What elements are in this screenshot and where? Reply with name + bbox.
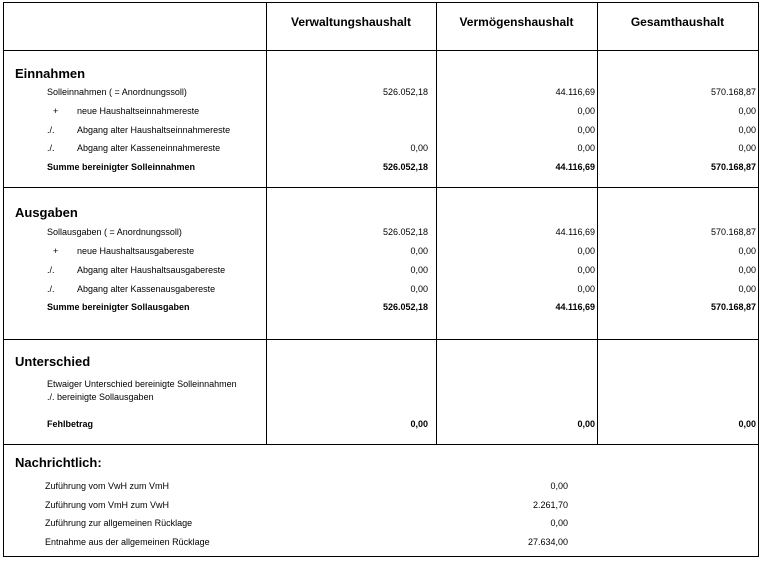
row-value-vwh: 0,00 bbox=[410, 143, 428, 153]
header-gesamthaushalt: Gesamthaushalt bbox=[630, 15, 725, 29]
row-prefix: ./. bbox=[47, 143, 55, 153]
section-title-einnahmen: Einnahmen bbox=[15, 66, 86, 81]
header-verwaltungshaushalt: Verwaltungshaushalt bbox=[290, 15, 412, 29]
row-value-gesamt: 0,00 bbox=[738, 143, 756, 153]
unterschied-line-2: ./. bereinigte Sollausgaben bbox=[47, 392, 154, 402]
nachrichtlich-label: Zuführung vom VwH zum VmH bbox=[45, 481, 170, 491]
row-label: neue Haushaltseinnahmereste bbox=[77, 106, 200, 116]
row-value-gesamt: 0,00 bbox=[738, 125, 756, 135]
rule-einnahmen bbox=[4, 187, 758, 188]
row-value-vmh: 0,00 bbox=[577, 106, 595, 116]
report-table bbox=[3, 2, 759, 557]
row-value-vmh: 0,00 bbox=[577, 246, 595, 256]
row-value-vmh: 44.116,69 bbox=[555, 227, 595, 237]
nachrichtlich-value: 2.261,70 bbox=[532, 500, 568, 510]
nachrichtlich-value: 0,00 bbox=[550, 518, 568, 528]
row-label: Abgang alter Kassenausgabereste bbox=[77, 284, 216, 294]
row-label: neue Haushaltsausgabereste bbox=[77, 246, 195, 256]
unterschied-line-1: Etwaiger Unterschied bereinigte Solleinnahmen bbox=[47, 379, 237, 389]
row-prefix: ./. bbox=[47, 265, 55, 275]
sum-label: Summe bereinigter Sollausgaben bbox=[47, 302, 190, 312]
sum-label: Summe bereinigter Solleinnahmen bbox=[47, 162, 196, 172]
nachrichtlich-label: Entnahme aus der allgemeinen Rücklage bbox=[45, 537, 210, 547]
row-label: Abgang alter Haushaltseinnahmereste bbox=[77, 125, 231, 135]
fehlbetrag-label: Fehlbetrag bbox=[47, 419, 94, 429]
row-value-gesamt: 0,00 bbox=[738, 246, 756, 256]
section-title-nachrichtlich: Nachrichtlich: bbox=[15, 455, 102, 470]
row-value-vwh: 0,00 bbox=[410, 284, 428, 294]
row-value-vwh: 0,00 bbox=[410, 265, 428, 275]
sum-value-vmh: 44.116,69 bbox=[555, 162, 595, 172]
row-value-vmh: 0,00 bbox=[577, 143, 595, 153]
row-label: Sollausgaben ( = Anordnungssoll) bbox=[47, 227, 182, 237]
col-divider-2 bbox=[436, 3, 437, 444]
sum-value-vwh: 526.052,18 bbox=[382, 302, 428, 312]
rule-header bbox=[4, 50, 758, 51]
row-value-gesamt: 0,00 bbox=[738, 265, 756, 275]
nachrichtlich-value: 0,00 bbox=[550, 481, 568, 491]
fehlbetrag-value-vwh: 0,00 bbox=[410, 419, 428, 429]
section-title-unterschied: Unterschied bbox=[15, 354, 91, 369]
sum-value-gesamt: 570.168,87 bbox=[710, 302, 756, 312]
row-prefix: + bbox=[53, 246, 59, 256]
row-label: Abgang alter Haushaltsausgabereste bbox=[77, 265, 226, 275]
row-prefix: + bbox=[53, 106, 59, 116]
col-divider-1 bbox=[266, 3, 267, 444]
sum-value-vmh: 44.116,69 bbox=[555, 302, 595, 312]
row-value-vmh: 0,00 bbox=[577, 125, 595, 135]
row-value-vwh: 0,00 bbox=[410, 246, 428, 256]
row-value-vwh: 526.052,18 bbox=[382, 227, 428, 237]
col-divider-3 bbox=[597, 3, 598, 444]
row-value-gesamt: 570.168,87 bbox=[710, 227, 756, 237]
row-value-gesamt: 0,00 bbox=[738, 106, 756, 116]
row-prefix: ./. bbox=[47, 284, 55, 294]
row-value-vmh: 0,00 bbox=[577, 265, 595, 275]
row-value-vmh: 44.116,69 bbox=[555, 87, 595, 97]
row-label: Solleinnahmen ( = Anordnungssoll) bbox=[47, 87, 187, 97]
row-value-vmh: 0,00 bbox=[577, 284, 595, 294]
fehlbetrag-value-gesamt: 0,00 bbox=[738, 419, 756, 429]
rule-ausgaben bbox=[4, 339, 758, 340]
header-vermoegenshaushalt: Vermögenshaushalt bbox=[459, 15, 574, 29]
fehlbetrag-value-vmh: 0,00 bbox=[577, 419, 595, 429]
nachrichtlich-label: Zuführung vom VmH zum VwH bbox=[45, 500, 170, 510]
rule-unterschied bbox=[4, 444, 758, 445]
nachrichtlich-value: 27.634,00 bbox=[527, 537, 568, 547]
row-prefix: ./. bbox=[47, 125, 55, 135]
section-title-ausgaben: Ausgaben bbox=[15, 205, 78, 220]
row-value-gesamt: 0,00 bbox=[738, 284, 756, 294]
sum-value-vwh: 526.052,18 bbox=[382, 162, 428, 172]
row-label: Abgang alter Kasseneinnahmereste bbox=[77, 143, 221, 153]
row-value-gesamt: 570.168,87 bbox=[710, 87, 756, 97]
sum-value-gesamt: 570.168,87 bbox=[710, 162, 756, 172]
nachrichtlich-label: Zuführung zur allgemeinen Rücklage bbox=[45, 518, 193, 528]
row-value-vwh: 526.052,18 bbox=[382, 87, 428, 97]
